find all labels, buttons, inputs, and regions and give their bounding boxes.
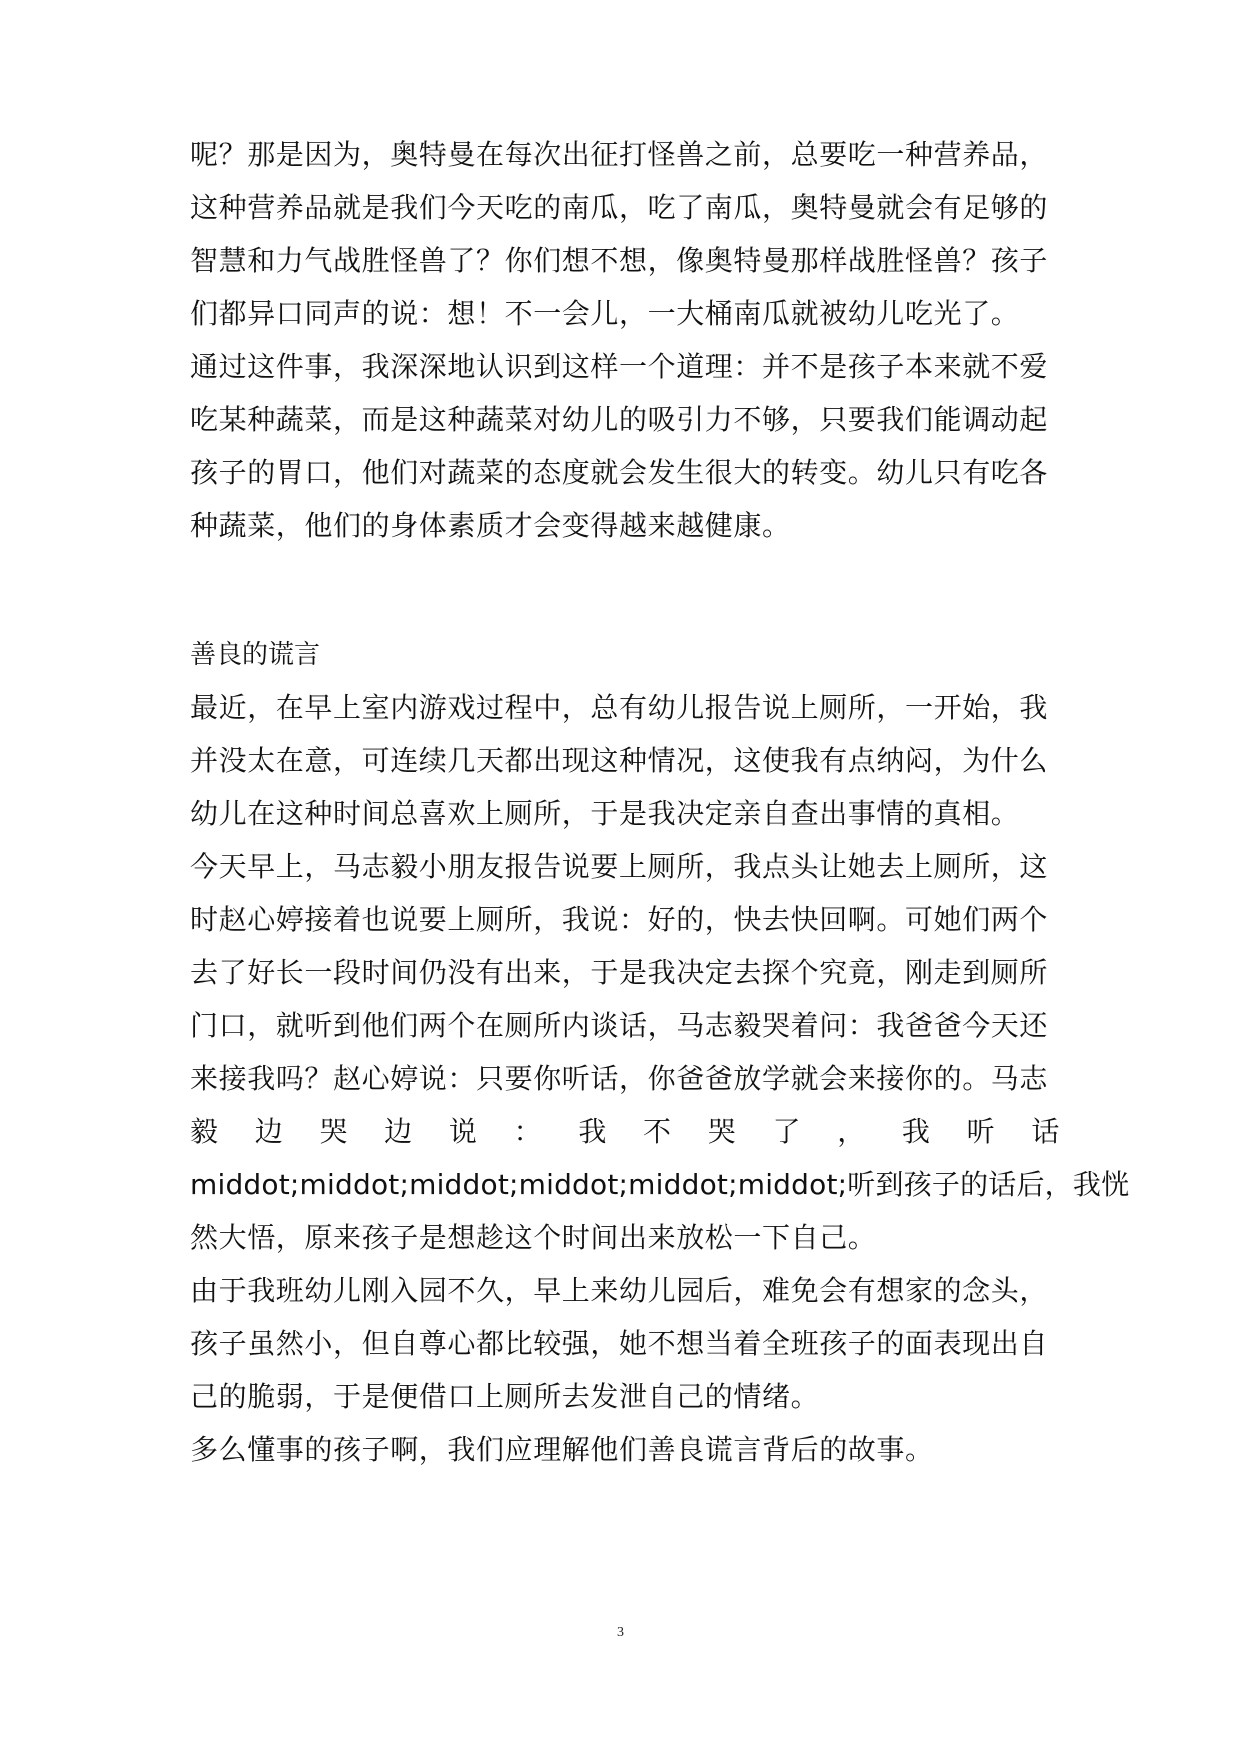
justified-char: ： [513,1115,543,1148]
justified-char: 不 [643,1115,672,1148]
justified-char: 哭 [319,1115,349,1148]
justified-char: 我 [901,1115,931,1148]
justified-char: 哭 [707,1115,737,1148]
justified-char: 我 [578,1115,607,1148]
paragraph-line: 己的脆弱，于是便借口上厕所去发泄自己的情绪。 [190,1380,820,1413]
paragraph-line: 呢？那是因为，奥特曼在每次出征打怪兽之前，总要吃一种营养品， [190,138,1049,171]
paragraph-line: 然大悟，原来孩子是想趁这个时间出来放松一下自己。 [190,1221,877,1254]
justified-char: 说 [448,1115,478,1148]
justified-char: 话 [1031,1115,1060,1148]
paragraph-line: 通过这件事，我深深地认识到这样一个道理：并不是孩子本来就不爱 [190,350,1049,383]
paragraph-line: 由于我班幼儿刚入园不久，早上来幼儿园后，难免会有想家的念头， [190,1274,1049,1307]
paragraph-line: 种蔬菜，他们的身体素质才会变得越来越健康。 [190,509,791,542]
justified-line [190,1115,1060,1149]
paragraph-line: 吃某种蔬菜，而是这种蔬菜对幼儿的吸引力不够，只要我们能调动起 [190,403,1049,436]
section-title: 善良的谎言 [190,640,321,670]
paragraph-line: 孩子虽然小，但自尊心都比较强，她不想当着全班孩子的面表现出自 [190,1327,1049,1360]
paragraph-line: 门口，就听到他们两个在厕所内谈话，马志毅哭着问：我爸爸今天还 [190,1009,1049,1042]
paragraph-line: 来接我吗？赵心婷说：只要你听话，你爸爸放学就会来接你的。马志 [190,1062,1049,1095]
paragraph-line: 最近，在早上室内游戏过程中，总有幼儿报告说上厕所，一开始，我 [190,691,1049,724]
paragraph-line: 去了好长一段时间仍没有出来，于是我决定去探个究竟，刚走到厕所 [190,956,1049,989]
justified-char: ， [837,1115,866,1148]
justified-char: 听 [966,1115,996,1148]
justified-char: 边 [254,1115,284,1148]
justified-char: 毅 [190,1115,219,1148]
paragraph-line: 多么懂事的孩子啊，我们应理解他们善良谎言背后的故事。 [190,1433,934,1466]
paragraph-line: 智慧和力气战胜怪兽了？你们想不想，像奥特曼那样战胜怪兽？孩子 [190,244,1049,277]
paragraph-line: middot;middot;middot;middot;middot;middot;听到孩子的话后，我恍 [190,1168,1130,1201]
justified-char: 了 [772,1115,802,1148]
paragraph-line: 们都异口同声的说：想！不一会儿，一大桶南瓜就被幼儿吃光了。 [190,297,1020,330]
page-number: 3 [617,1625,624,1640]
paragraph-line: 并没太在意，可连续几天都出现这种情况，这使我有点纳闷，为什么 [190,744,1049,777]
paragraph-line: 今天早上，马志毅小朋友报告说要上厕所，我点头让她去上厕所，这 [190,850,1049,883]
paragraph-line: 时赵心婷接着也说要上厕所，我说：好的，快去快回啊。可她们两个 [190,903,1049,936]
justified-char: 边 [384,1115,413,1148]
paragraph-line: 幼儿在这种时间总喜欢上厕所，于是我决定亲自查出事情的真相。 [190,797,1020,830]
paragraph-line: 孩子的胃口，他们对蔬菜的态度就会发生很大的转变。幼儿只有吃各 [190,456,1049,489]
paragraph-line: 这种营养品就是我们今天吃的南瓜，吃了南瓜，奥特曼就会有足够的 [190,191,1049,224]
